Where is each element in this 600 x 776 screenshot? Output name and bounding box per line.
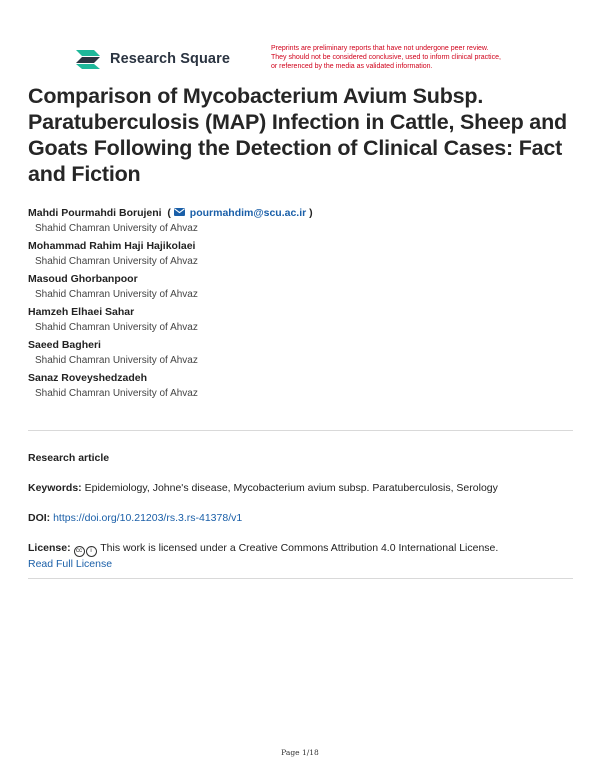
- keywords-line: [28, 481, 573, 496]
- article-type: [28, 451, 573, 466]
- author-entry: [28, 206, 568, 236]
- attribution-icon: i: [86, 546, 97, 557]
- author-affiliation: Shahid Chamran University of Ahvaz: [35, 223, 198, 234]
- doi-label: DOI:: [28, 512, 51, 524]
- author-email-link[interactable]: pourmahdim@scu.ac.ir: [189, 207, 307, 219]
- author-entry: [28, 338, 568, 368]
- author-entry: [28, 371, 568, 401]
- preprint-disclaimer: [271, 44, 541, 71]
- doi-link[interactable]: https://doi.org/10.21203/rs.3.rs-41378/v1: [53, 512, 243, 524]
- author-affiliation: Shahid Chamran University of Ahvaz: [35, 256, 198, 267]
- author-email-paren-close: ): [309, 207, 313, 219]
- author-name: Sanaz Roveyshedzadeh: [28, 372, 148, 384]
- paper-title: Comparison of Mycobacterium Avium Subsp. Paratuberculosis (MAP) Infection in Cattle, Sheep and Goats Following the Detection of Clinical Cases: Fact and Fiction: [28, 84, 567, 186]
- author-entry: [28, 305, 568, 335]
- license-text: This work is licensed under a Creative Commons Attribution 4.0 International License.: [100, 542, 499, 554]
- author-affiliation: Shahid Chamran University of Ahvaz: [35, 322, 198, 333]
- author-entry: [28, 272, 568, 302]
- author-name: Masoud Ghorbanpoor: [28, 273, 138, 285]
- read-full-license-link[interactable]: Read Full License: [28, 558, 113, 570]
- research-square-logo-icon: [74, 47, 104, 71]
- envelope-icon: [174, 208, 185, 216]
- author-name: Saeed Bagheri: [28, 339, 101, 351]
- page-number: Page 1/18: [281, 748, 319, 757]
- preprint-disclaimer-line: Preprints are preliminary reports that have not undergone peer review.: [271, 45, 489, 52]
- preprint-disclaimer-line: They should not be considered conclusive, used to inform clinical practice,: [271, 54, 501, 61]
- license-label: License:: [28, 542, 71, 554]
- creative-commons-icon: cc: [74, 546, 85, 557]
- author-entry: [28, 239, 568, 269]
- article-type-label: Research article: [28, 452, 110, 464]
- author-affiliation: Shahid Chamran University of Ahvaz: [35, 289, 198, 300]
- doi-line: [28, 511, 573, 526]
- author-name: Hamzeh Elhaei Sahar: [28, 306, 135, 318]
- license-block: [28, 541, 573, 572]
- divider: [28, 578, 573, 579]
- author-email-paren: (: [164, 207, 171, 219]
- author-list: [28, 206, 568, 404]
- logo-text: Research Square: [110, 51, 230, 67]
- author-name: Mohammad Rahim Haji Hajikolaei: [28, 240, 196, 252]
- author-name: Mahdi Pourmahdi Borujeni: [28, 207, 162, 219]
- divider: [28, 430, 573, 431]
- preprint-disclaimer-line: or referenced by the media as validated information.: [271, 63, 433, 70]
- author-affiliation: Shahid Chamran University of Ahvaz: [35, 388, 198, 399]
- keywords-value: Epidemiology, Johne's disease, Mycobacterium avium subsp. Paratuberculosis, Serology: [84, 482, 498, 494]
- keywords-label: Keywords:: [28, 482, 82, 494]
- author-affiliation: Shahid Chamran University of Ahvaz: [35, 355, 198, 366]
- research-square-logo[interactable]: [74, 47, 230, 71]
